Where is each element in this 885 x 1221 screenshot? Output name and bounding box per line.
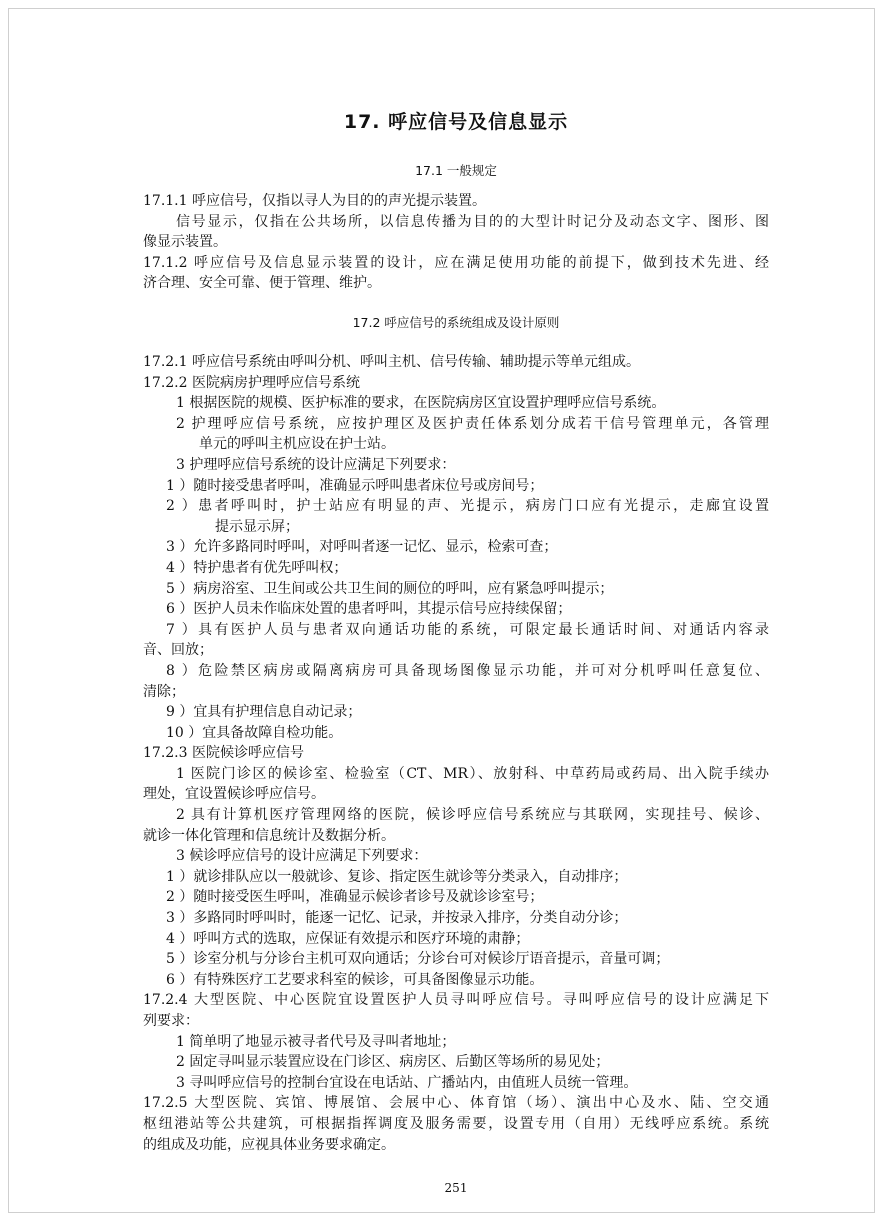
sub-list-item: 5 ）病房浴室、卫生间或公共卫生间的厕位的呼叫，应有紧急呼叫提示； [166,580,614,597]
sub-list-item: 10 ）宜具备故障自检功能。 [166,724,343,741]
list-item-continuation: 单元的呼叫主机应设在护士站。 [199,436,395,453]
paragraph-line: 像显示装置。 [143,234,227,251]
list-item: 3 寻叫呼应信号的控制台宜设在电话站、广播站内，由值班人员统一管理。 [176,1074,638,1091]
list-item: 1 根据医院的规模、医护标准的要求，在医院病房区宜设置护理呼应信号系统。 [176,395,666,412]
sub-list-item: 5 ）诊室分机与分诊台主机可双向通话；分诊台可对候诊厅语音提示，音量可调； [166,951,670,968]
sub-list-item: 7 ）具有医护人员与患者双向通话功能的系统，可限定最长通话时间、对通话内容录 [166,621,769,638]
sub-list-item-continuation: 音、回放； [143,642,213,659]
paragraph-line: 信号显示，仅指在公共场所，以信息传播为目的的大型计时记分及动态文字、图形、图 [176,213,769,230]
section-heading-17-1: 17.1 一般规定 [415,163,497,178]
list-item: 3 护理呼应信号系统的设计应满足下列要求： [176,456,456,473]
chapter-title: 17. 呼应信号及信息显示 [343,111,569,133]
list-item-continuation: 理处，宜设置候诊呼应信号。 [143,786,325,803]
page-number: 251 [444,1181,468,1195]
paragraph-line: 的组成及功能，应视具体业务要求确定。 [143,1136,395,1153]
sub-list-item: 3 ）允许多路同时呼叫，对呼叫者逐一记忆、显示，检索可查； [166,539,558,556]
paragraph-17-2-4: 17.2.4 大型医院、中心医院宜设置医护人员寻叫呼应信号。寻叫呼应信号的设计应满足下 [143,992,769,1009]
sub-list-item: 4 ）特护患者有优先呼叫权； [166,559,348,576]
list-item: 2 具有计算机医疗管理网络的医院，候诊呼应信号系统应与其联网，实现挂号、候诊、 [176,807,769,824]
list-item: 3 候诊呼应信号的设计应满足下列要求： [176,848,428,865]
sub-list-item: 6 ）医护人员未作临床处置的患者呼叫，其提示信号应持续保留； [166,601,572,618]
list-item: 2 固定寻叫显示装置应设在门诊区、病房区、后勤区等场所的易见处； [176,1054,610,1071]
sub-list-item: 4 ）呼叫方式的选取，应保证有效提示和医疗环境的肃静； [166,930,530,947]
paragraph-17-1-2: 17.1.2 呼应信号及信息显示装置的设计，应在满足使用功能的前提下，做到技术先进、经 [143,254,769,271]
sub-list-item-continuation: 提示显示屏； [215,518,299,535]
sub-list-item: 6 ）有特殊医疗工艺要求科室的候诊，可具备图像显示功能。 [166,971,544,988]
paragraph-17-2-3: 17.2.3 医院候诊呼应信号 [143,745,304,762]
block-17-2 [143,352,769,1155]
sub-list-item-continuation: 清除； [143,683,185,700]
paragraph-17-2-2: 17.2.2 医院病房护理呼应信号系统 [143,374,360,391]
document-page [8,8,875,1213]
sub-list-item: 2 ）患者呼叫时，护士站应有明显的声、光提示，病房门口应有光提示，走廊宜设置 [166,498,769,515]
sub-list-item: 2 ）随时接受医生呼叫，准确显示候诊者诊号及就诊诊室号； [166,889,544,906]
paragraph-line: 济合理、安全可靠、便于管理、维护。 [143,275,381,292]
paragraph-line: 列要求： [143,1013,199,1029]
paragraph-17-2-1: 17.2.1 呼应信号系统由呼叫分机、呼叫主机、信号传输、辅助提示等单元组成。 [143,354,640,370]
sub-list-item: 8 ）危险禁区病房或隔离病房可具备现场图像显示功能，并可对分机呼叫任意复位、 [166,662,769,679]
sub-list-item: 1 ）就诊排队应以一般就诊、复诊、指定医生就诊等分类录入，自动排序； [166,868,628,885]
sub-list-item: 9 ）宜具有护理信息自动记录； [166,704,362,721]
block-17-1 [143,191,769,294]
paragraph-line: 枢纽港站等公共建筑，可根据指挥调度及服务需要，设置专用（自用）无线呼应系统。系统 [143,1115,769,1132]
paragraph-17-2-5: 17.2.5 大型医院、宾馆、博展馆、会展中心、体育馆（场）、演出中心及水、陆、空交通 [143,1095,769,1112]
paragraph-17-1-1: 17.1.1 呼应信号，仅指以寻人为目的的声光提示装置。 [143,193,486,209]
list-item: 2 护理呼应信号系统，应按护理区及医护责任体系划分成若干信号管理单元，各管理 [176,415,769,432]
list-item: 1 医院门诊区的候诊室、检验室（CT、MR）、放射科、中草药局或药局、出入院手续办 [176,765,769,782]
sub-list-item: 3 ）多路同时呼叫时，能逐一记忆、记录，并按录入排序，分类自动分诊； [166,910,628,927]
sub-list-item: 1 ）随时接受患者呼叫，准确显示呼叫患者床位号或房间号； [166,477,544,494]
list-item: 1 简单明了地显示被寻者代号及寻叫者地址； [176,1033,456,1050]
section-heading-17-2: 17.2 呼应信号的系统组成及设计原则 [352,315,560,330]
list-item-continuation: 就诊一体化管理和信息统计及数据分析。 [143,827,395,844]
